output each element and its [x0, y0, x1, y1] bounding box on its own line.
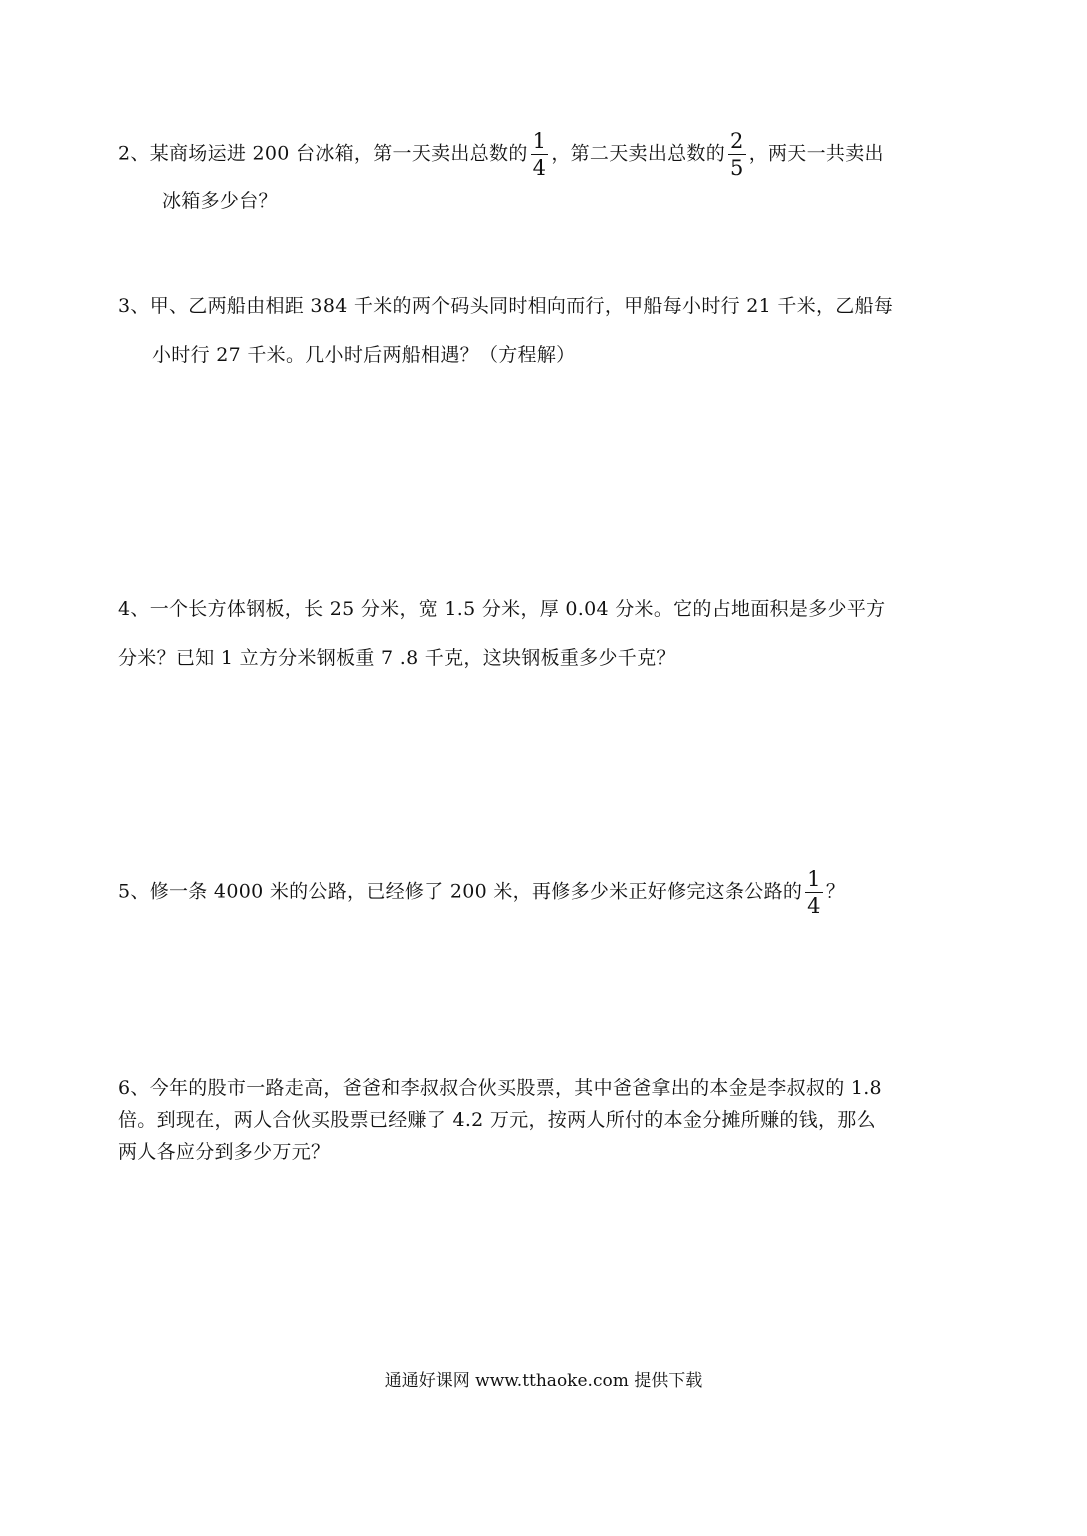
- fraction-numerator: 1: [807, 867, 821, 891]
- question-2-line-2: 冰箱多少台？: [162, 190, 278, 212]
- fraction-denominator: 5: [730, 156, 744, 180]
- question-5-prefix: 5、修一条 4000 米的公路，已经修了 200 米，再修多少米正好修完这条公路的: [118, 880, 803, 903]
- question-5-line-1: [118, 868, 845, 917]
- question-4-line-2: 分米？已知 1 立方分米钢板重 7 .8 千克，这块钢板重多少千克？: [118, 647, 676, 669]
- fraction-one-quarter: [531, 130, 549, 179]
- question-2-middle: ，第二天卖出总数的: [551, 142, 726, 165]
- fraction-one-quarter: [805, 868, 823, 917]
- fraction-denominator: 4: [807, 894, 821, 918]
- fraction-denominator: 4: [532, 156, 547, 180]
- fraction-bar: [805, 892, 823, 893]
- question-2-suffix: ，两天一共卖出: [748, 142, 884, 165]
- question-3-line-1: 3、甲、乙两船由相距 384 千米的两个码头同时相向而行，甲船每小时行 21 千米，乙船每: [118, 295, 894, 317]
- question-3-line-2: 小时行 27 千米。几小时后两船相遇？（方程解）: [152, 344, 576, 366]
- fraction-bar: [728, 154, 746, 155]
- question-5-suffix: ？: [825, 880, 846, 903]
- fraction-numerator: 1: [532, 129, 547, 153]
- question-2-line-1: [118, 130, 884, 179]
- footer-attribution: 通通好课网 www.tthaoke.com 提供下载: [384, 1371, 703, 1391]
- question-6-line-2: 倍。到现在，两人合伙买股票已经赚了 4.2 万元，按两人所付的本金分摊所赚的钱，那么: [118, 1109, 876, 1131]
- fraction-numerator: 2: [730, 129, 744, 153]
- fraction-two-fifths: [728, 130, 746, 179]
- fraction-bar: [531, 154, 549, 155]
- question-4-line-1: 4、一个长方体钢板，长 25 分米，宽 1.5 分米，厚 0.04 分米。它的占地面积是多少平方: [118, 598, 886, 620]
- question-6-line-3: 两人各应分到多少万元？: [118, 1141, 331, 1163]
- question-2-prefix: 2、某商场运进 200 台冰箱，第一天卖出总数的: [118, 142, 528, 165]
- question-6-line-1: 6、今年的股市一路走高，爸爸和李叔叔合伙买股票，其中爸爸拿出的本金是李叔叔的 1.8: [118, 1077, 882, 1099]
